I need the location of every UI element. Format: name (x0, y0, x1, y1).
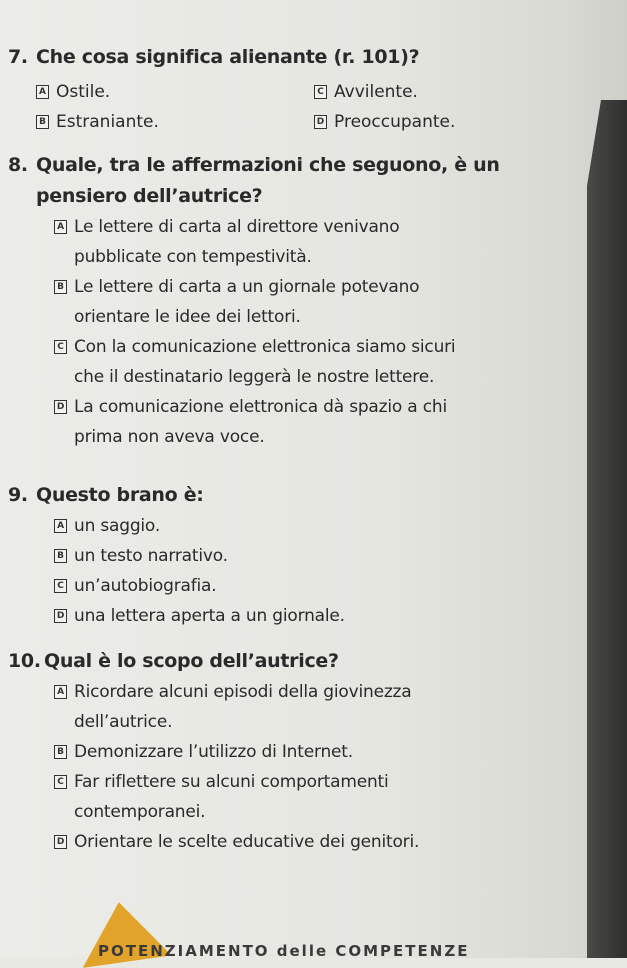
option-9-d[interactable] (8, 601, 588, 631)
question-8 (8, 150, 588, 452)
question-7-heading (8, 42, 588, 73)
option-10-a[interactable] (8, 677, 588, 737)
option-letter-box: D (314, 115, 327, 129)
option-7-c[interactable] (314, 77, 418, 107)
question-7-options (8, 77, 588, 141)
question-8-number: 8. (8, 154, 28, 176)
option-letter-box: C (314, 85, 327, 99)
option-7-d[interactable] (314, 107, 455, 137)
option-text: un saggio. (74, 516, 161, 536)
question-9 (8, 480, 588, 631)
option-8-b[interactable] (8, 272, 588, 332)
option-text-line2: prima non aveva voce. (74, 427, 265, 447)
option-text-line1: Demonizzare l’utilizzo di Internet. (74, 742, 353, 762)
question-7-text: Che cosa significa alienante (r. 101)? (36, 46, 420, 68)
option-text-line1: Orientare le scelte educative dei genitori. (74, 832, 420, 852)
option-text: Avvilente. (334, 82, 418, 102)
option-text: Preoccupante. (334, 112, 456, 132)
question-10-number: 10. (8, 650, 41, 672)
question-9-heading (8, 480, 588, 511)
option-text: una lettera aperta a un giornale. (74, 606, 345, 626)
option-9-b[interactable] (8, 541, 588, 571)
option-letter-box: C (54, 579, 67, 593)
option-letter-box: D (54, 400, 67, 414)
option-text-line1: Le lettere di carta a un giornale potevano (74, 277, 420, 297)
question-7 (8, 42, 588, 141)
option-letter-box: D (54, 609, 67, 623)
option-text-line2: che il destinatario leggerà le nostre lettere. (74, 367, 435, 387)
option-text-line1: Le lettere di carta al direttore venivano (74, 217, 400, 237)
question-8-text-line1: Quale, tra le affermazioni che seguono, è un (36, 154, 500, 176)
option-10-b[interactable] (8, 737, 588, 767)
option-letter-box: B (54, 745, 67, 759)
option-letter-box: B (36, 115, 49, 129)
question-10-heading (8, 646, 588, 677)
option-letter-box: C (54, 340, 67, 354)
option-letter-box: B (54, 280, 67, 294)
section-banner: POTENZIAMENTO delle COMPETENZE (98, 942, 470, 960)
option-text: Ostile. (56, 82, 111, 102)
question-7-number: 7. (8, 46, 28, 68)
option-text-line1: Con la comunicazione elettronica siamo sicuri (74, 337, 456, 357)
question-10-text: Qual è lo scopo dell’autrice? (44, 650, 339, 672)
option-7-b[interactable] (36, 107, 159, 137)
question-9-number: 9. (8, 484, 28, 506)
option-8-c[interactable] (8, 332, 588, 392)
option-text-line2: pubblicate con tempestività. (74, 247, 312, 267)
option-letter-box: D (54, 835, 67, 849)
option-text: Estraniante. (56, 112, 159, 132)
option-8-a[interactable] (8, 212, 588, 272)
option-text-line1: La comunicazione elettronica dà spazio a chi (74, 397, 447, 417)
option-text: un testo narrativo. (74, 546, 228, 566)
option-10-d[interactable] (8, 827, 588, 857)
option-text-line1: Ricordare alcuni episodi della giovinezza (74, 682, 412, 702)
option-letter-box: B (54, 549, 67, 563)
question-8-text-line2: pensiero dell’autrice? (36, 185, 263, 207)
option-text-line2: contemporanei. (74, 802, 206, 822)
option-9-c[interactable] (8, 571, 588, 601)
option-text-line2: orientare le idee dei lettori. (74, 307, 301, 327)
option-7-a[interactable] (36, 77, 110, 107)
option-letter-box: A (54, 519, 67, 533)
option-text-line2: dell’autrice. (74, 712, 173, 732)
question-9-text: Questo brano è: (36, 484, 204, 506)
option-10-c[interactable] (8, 767, 588, 827)
question-8-heading (8, 150, 588, 212)
option-text: un’autobiografia. (74, 576, 217, 596)
option-8-d[interactable] (8, 392, 588, 452)
option-letter-box: A (54, 685, 67, 699)
option-text-line1: Far riflettere su alcuni comportamenti (74, 772, 389, 792)
option-9-a[interactable] (8, 511, 588, 541)
option-letter-box: C (54, 775, 67, 789)
question-10 (8, 646, 588, 857)
option-letter-box: A (54, 220, 67, 234)
option-letter-box: A (36, 85, 49, 99)
